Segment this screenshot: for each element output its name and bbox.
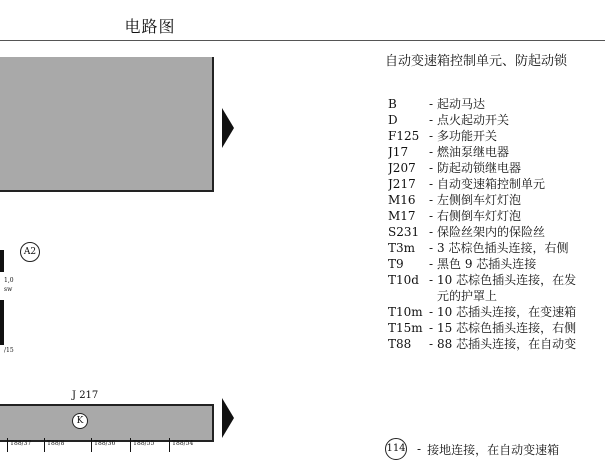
legend-item-continuation — [388, 288, 605, 304]
legend-dash: - — [428, 273, 434, 287]
legend-dash: - — [428, 321, 434, 335]
legend-code: T10d — [388, 273, 419, 287]
legend-item — [388, 160, 605, 176]
legend-dash: - — [428, 129, 434, 143]
legend-item — [388, 320, 605, 336]
arrow-right-icon — [222, 398, 234, 438]
arrow-right-icon — [222, 108, 234, 148]
tiny-label: sw — [4, 286, 13, 293]
label-j217: J 217 — [72, 390, 99, 401]
legend-item — [388, 240, 605, 256]
legend-dash: - — [428, 193, 434, 207]
legend-code: F125 — [388, 129, 420, 143]
legend-dash: - — [428, 225, 434, 239]
legend-code: M16 — [388, 193, 416, 207]
callout-a2: A2 — [20, 242, 40, 262]
legend-desc: 元的护罩上 — [437, 289, 498, 303]
legend-desc: 黑色 9 芯插头连接 — [437, 257, 537, 271]
legend-desc: 3 芯棕色插头连接，右侧 — [437, 241, 569, 255]
legend-dash: - — [428, 161, 434, 175]
pin-label: T88/55 — [133, 440, 155, 447]
legend-item — [388, 144, 605, 160]
legend-code: T10m — [388, 305, 423, 319]
pin-label: T88/37 — [10, 440, 32, 447]
wire-vertical-1 — [0, 250, 4, 272]
legend-dash: - — [428, 241, 434, 255]
header-rule — [0, 40, 605, 41]
legend-code: S231 — [388, 225, 420, 239]
legend-code: J217 — [388, 177, 416, 191]
legend-code: T88 — [388, 337, 412, 351]
legend-code: B — [388, 97, 397, 111]
legend-desc: 燃油泵继电器 — [437, 145, 510, 159]
legend-code: M17 — [388, 209, 416, 223]
legend-dash: - — [428, 257, 434, 271]
legend-dash: - — [428, 145, 434, 159]
legend-item — [388, 112, 605, 128]
ground-number-badge: 114 — [385, 438, 407, 460]
legend-code: J17 — [388, 145, 409, 159]
legend-item — [388, 208, 605, 224]
legend-desc: 左侧倒车灯灯泡 — [437, 193, 522, 207]
wire-vertical-2 — [0, 300, 4, 345]
legend-item — [388, 336, 605, 352]
legend-dash: - — [428, 337, 434, 351]
legend-dash: - — [428, 305, 434, 319]
legend-dash: - — [428, 177, 434, 191]
component-block-top — [0, 57, 214, 192]
legend-item — [388, 192, 605, 208]
legend-dash: - — [428, 113, 434, 127]
pin-row — [0, 440, 212, 457]
callout-k: K — [72, 413, 88, 429]
legend-desc: 15 芯棕色插头连接，右侧 — [437, 321, 577, 335]
legend-desc: 88 芯插头连接，在自动变 — [437, 337, 577, 351]
legend-item — [388, 128, 605, 144]
legend-desc: 右侧倒车灯灯泡 — [437, 209, 522, 223]
legend-item — [388, 256, 605, 272]
legend-desc: 防起动锁继电器 — [437, 161, 522, 175]
legend-desc: 10 芯棕色插头连接，在发 — [437, 273, 577, 287]
tiny-label: 1,0 — [4, 277, 14, 284]
legend-desc: 10 芯插头连接，在变速箱 — [437, 305, 577, 319]
pin-label: T88/54 — [172, 440, 194, 447]
legend-heading: 自动变速箱控制单元、防起动锁 — [385, 54, 568, 69]
legend-desc: 自动变速箱控制单元 — [437, 177, 546, 191]
legend-dash: - — [417, 442, 422, 456]
legend-item — [388, 176, 605, 192]
legend-desc: 起动马达 — [437, 97, 486, 111]
tiny-label: /15 — [4, 347, 14, 354]
legend-list — [388, 96, 605, 352]
legend-code: J207 — [388, 161, 416, 175]
legend-dash: - — [428, 97, 434, 111]
legend-desc: 多功能开关 — [437, 129, 498, 143]
legend-desc: 保险丝架内的保险丝 — [437, 225, 546, 239]
component-block-bottom — [0, 404, 214, 442]
legend-code: T3m — [388, 241, 416, 255]
legend-code: T15m — [388, 321, 423, 335]
legend-code: D — [388, 113, 398, 127]
legend-item — [388, 304, 605, 320]
ground-desc: 接地连接，在自动变速箱 — [427, 442, 560, 457]
pin-label: T88/36 — [94, 440, 116, 447]
page-title: 电路图 — [124, 17, 176, 36]
legend-code: T9 — [388, 257, 404, 271]
pin-label: T88/8 — [47, 440, 65, 447]
legend-item — [388, 224, 605, 240]
legend-item — [388, 272, 605, 288]
legend-dash: - — [428, 209, 434, 223]
legend-item — [388, 96, 605, 112]
legend-desc: 点火起动开关 — [437, 113, 510, 127]
